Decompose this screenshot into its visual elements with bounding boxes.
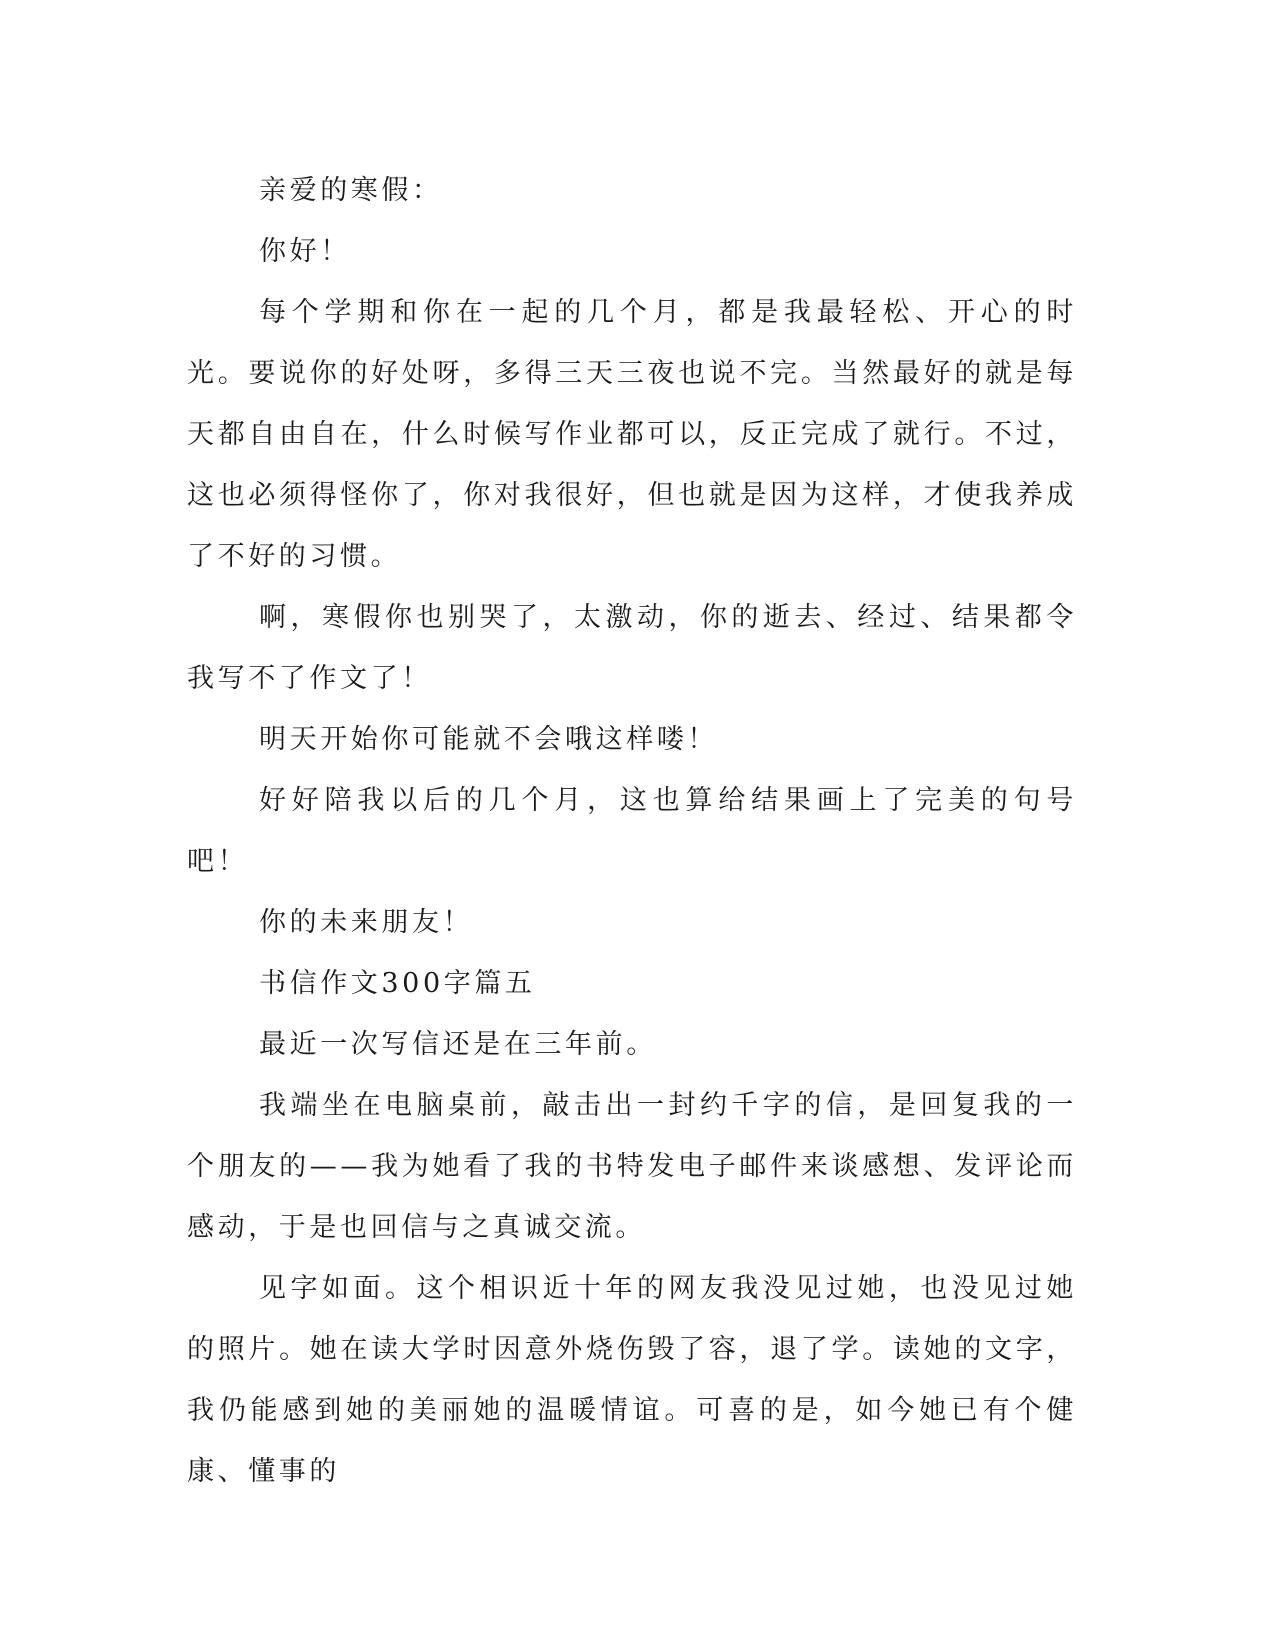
paragraph: 明天开始你可能就不会哦这样喽！ (259, 724, 718, 755)
section-heading: 书信作文300字篇五 (259, 968, 536, 999)
paragraph: 每个学期和你在一起的几个月，都是我最轻松、开心的时光。要说你的好处呀，多得三天三夜也说不完。当然最好的就是每天都自由自在，什么时候写作业都可以，反正完成了就行。不过，这也必须得怪你了，你对我很好，但也就是因为这样，才使我养成了不好的习惯。 (187, 297, 1077, 572)
signature: 你的未来朋友！ (259, 907, 474, 938)
greeting: 你好！ (259, 236, 351, 267)
paragraph: 见字如面。这个相识近十年的网友我没见过她，也没见过她的照片。她在读大学时因意外烧伤毁了容，退了学。读她的文字，我仍能感到她的美丽她的温暖情谊。可喜的是，如今她已有个健康、懂事的 (187, 1273, 1077, 1487)
document-body (187, 160, 1077, 1502)
paragraph: 好好陪我以后的几个月，这也算给结果画上了完美的句号吧！ (187, 785, 1077, 877)
salutation: 亲爱的寒假： (259, 175, 443, 206)
paragraph: 啊，寒假你也别哭了，太激动，你的逝去、经过、结果都令我写不了作文了！ (187, 602, 1077, 694)
paragraph: 最近一次写信还是在三年前。 (259, 1029, 657, 1060)
paragraph: 我端坐在电脑桌前，敲击出一封约千字的信，是回复我的一个朋友的——我为她看了我的书特发电子邮件来谈感想、发评论而感动，于是也回信与之真诚交流。 (187, 1090, 1077, 1243)
